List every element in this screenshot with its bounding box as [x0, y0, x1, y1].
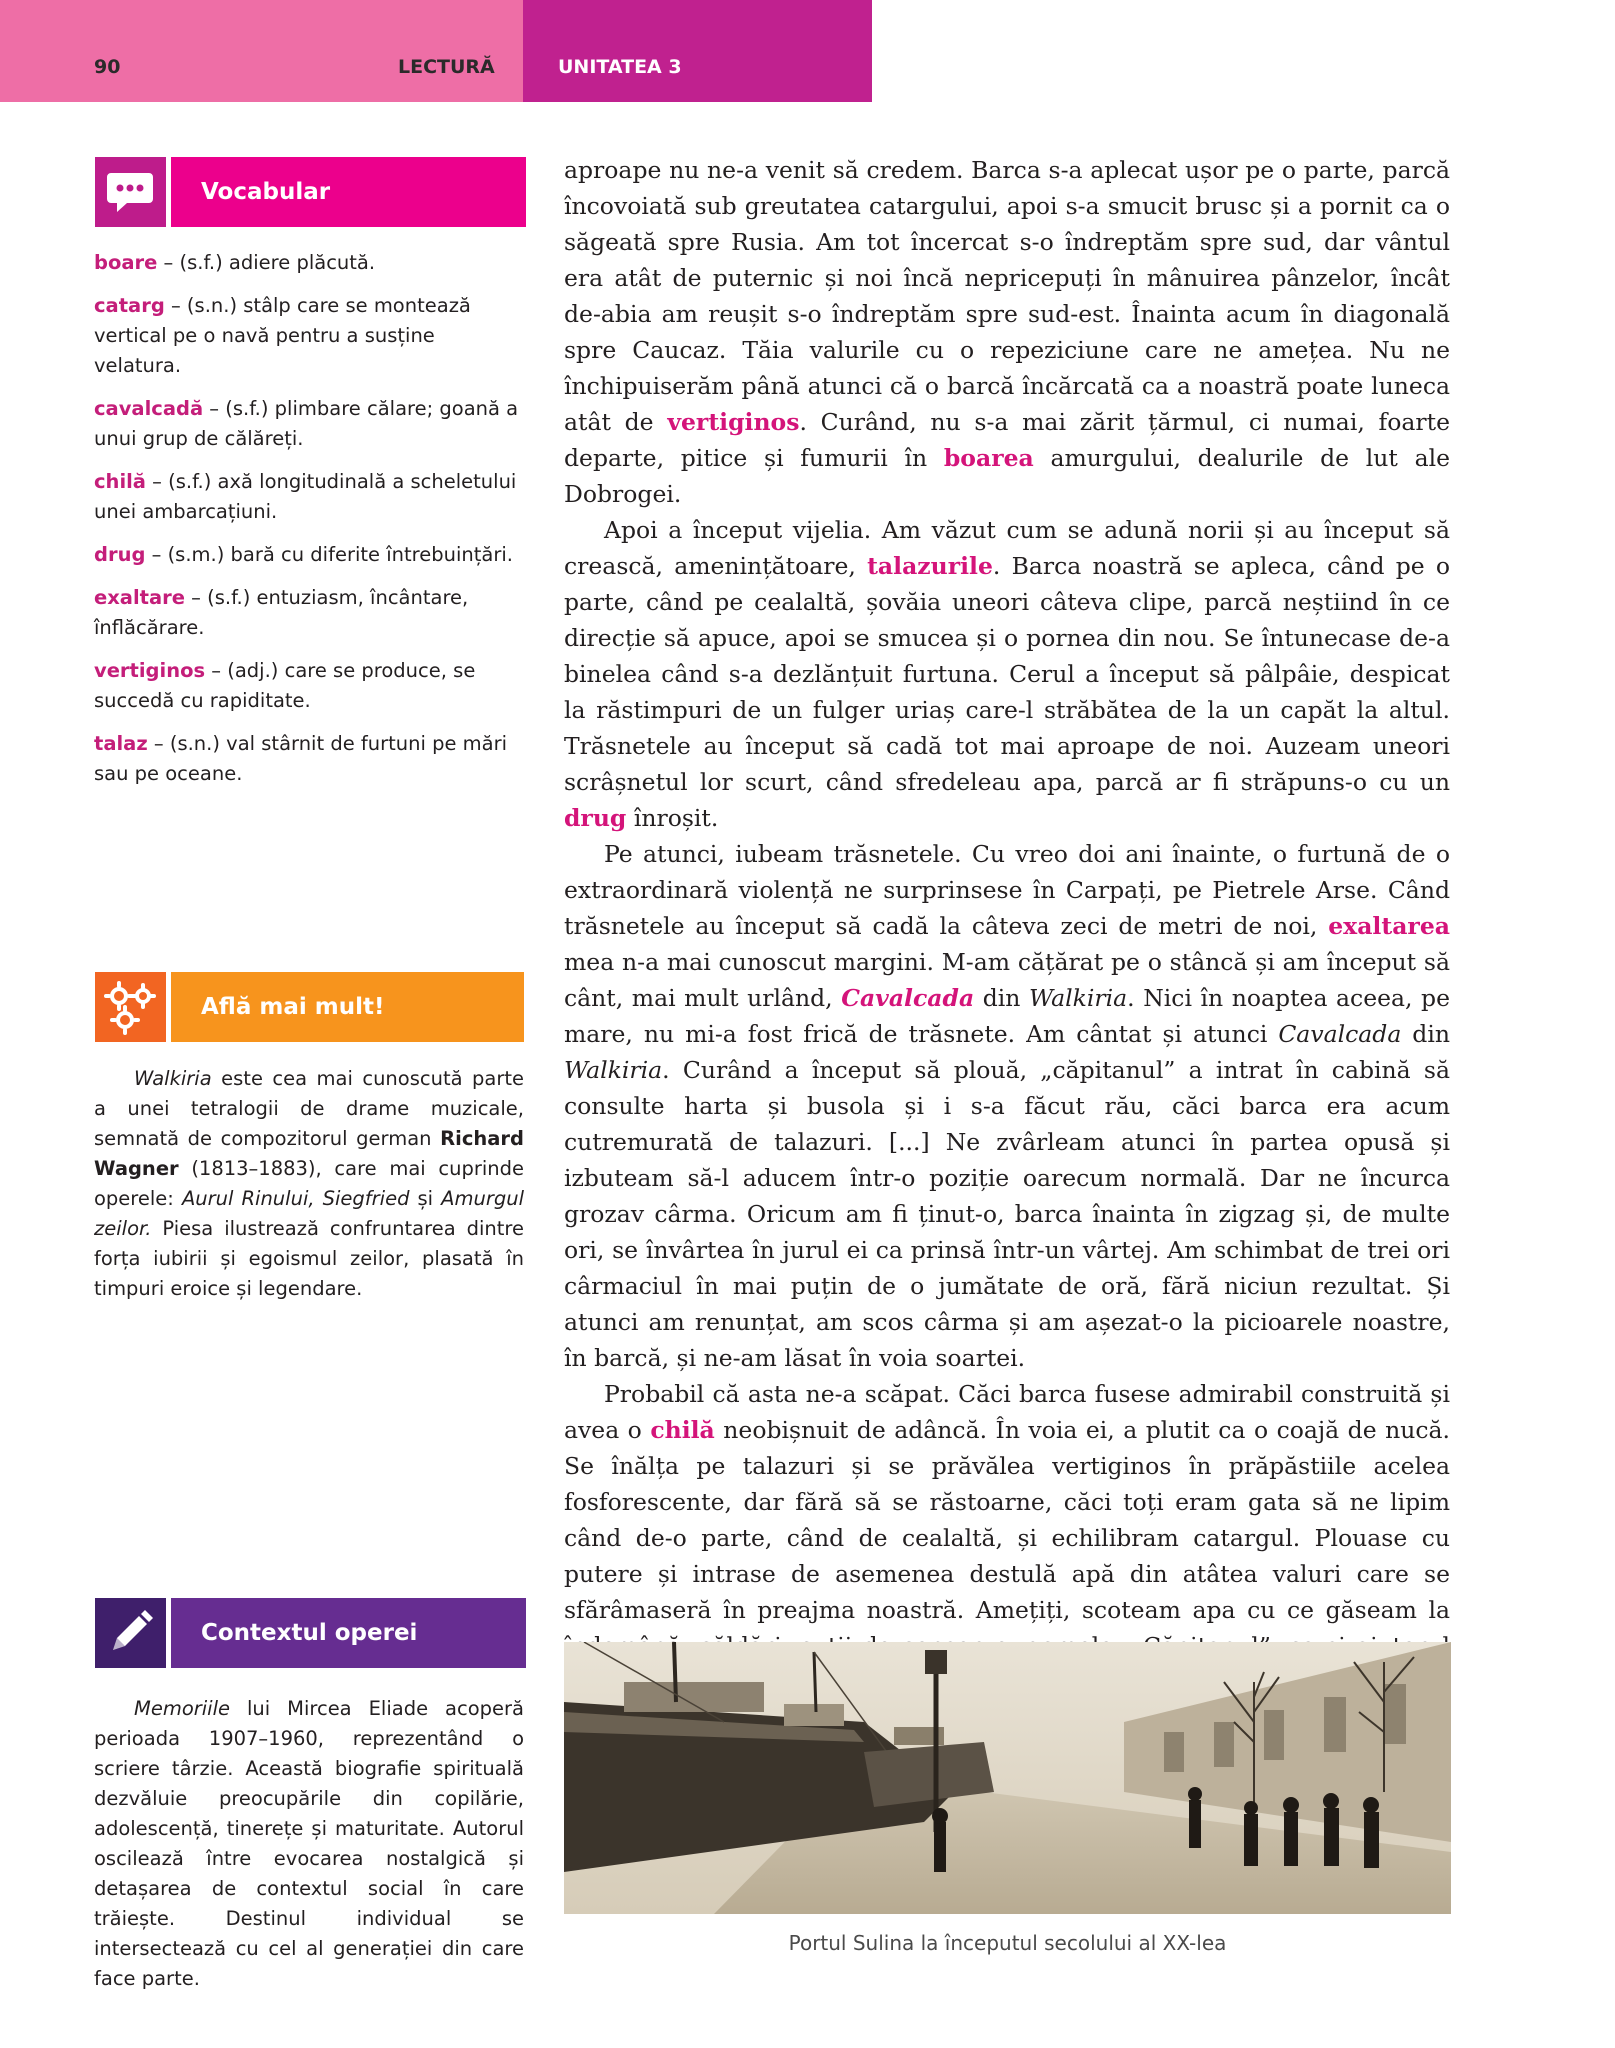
vocabulary-title: Vocabular [171, 157, 526, 227]
vocab-term: drug [94, 543, 146, 566]
text-run: aproape nu ne-a venit să credem. Barca s-a aplecat ușor pe o parte, parcă încovoiată sub greutatea catargului, apoi s-a smucit brusc și a pornit ca o săgeată spre Rusia. Am tot încercat s-o îndreptăm spre sud, dar vântul era atât de puternic și noi încă nepricepuți în mânuirea pânzelor, încât de-abia am reușit s-o îndreptăm spre sud-est. Înainta acum în diagonală spre Caucaz. Tăia valurile cu o repeziciune care ne amețea. Nu ne închipuiserăm până atunci că o barcă încărcată ca a noastră poate luneca atât de [564, 156, 1450, 436]
text-run: . Nici în noaptea aceea, pe mare, nu mi-a fost frică de trăsnete. Am cântat și atunci [564, 984, 1451, 1048]
vocab-term: catarg [94, 294, 165, 317]
vocab-entry [94, 248, 524, 278]
text-run: mea n-a mai cunoscut margini. M-am cățărat pe o stâncă și am început să cânt, mai mult urlând, [564, 948, 1450, 1012]
vocab-term: exaltare [94, 586, 185, 609]
italic-run: Cavalcada [1278, 1020, 1402, 1048]
text-run: din [974, 984, 1030, 1012]
text-run: neobișnuit de adâncă. În voia ei, a plutit ca o coajă de nucă. Se înălța pe talazuri și se prăvălea vertiginos în prăpăstiile acelea fosforescente, dar fără să se răstoarne, căci toți eram gata să ne lipim când de-o parte, când de cealaltă, și echilibram catargul. Plouase cu putere și intrase de asemenea destulă apă din atâtea valuri care se sfărâmaseră în preajma noastră. Amețiți, scoteam apa cu ce găseam la [564, 1416, 1451, 1624]
text-run: (1813–1883), care mai cuprinde operele: [94, 1157, 524, 1210]
gears-icon [95, 972, 166, 1042]
composer-name: Richard Wagner [94, 1127, 524, 1180]
vocab-entry [94, 583, 524, 643]
vocab-entry [94, 729, 524, 789]
vocab-definition: – (s.m.) bară cu diferite întrebuințări. [145, 543, 513, 566]
historic-port-photo [564, 1642, 1451, 1914]
unit-label: UNITATEA 3 [558, 56, 682, 78]
text-run: amurgului, dealurile de lut ale Dobrogei. [564, 444, 1450, 508]
context-title: Contextul operei [171, 1598, 526, 1668]
italic-run: Walkiria [564, 1056, 663, 1084]
vocab-term: vertiginos [94, 659, 206, 682]
vocab-definition: – (s.f.) plimbare călare; goană a unui grup de călăreți. [94, 397, 519, 450]
vocab-definition: – (s.n.) val stârnit de furtuni pe mări sau pe oceane. [94, 732, 508, 785]
context-text [94, 1694, 524, 1994]
vocab-entry [94, 467, 524, 527]
vocab-definition: – (s.f.) axă longitudinală a scheletului unei ambarcațiuni. [94, 470, 517, 523]
italic-run: Walkiria [1029, 984, 1128, 1012]
vocab-term: chilă [94, 470, 146, 493]
vocab-definition: – (s.n.) stâlp care se montează vertical pe o navă pentru a susține velatura. [94, 294, 471, 377]
learn-more-text [94, 1064, 524, 1304]
context-header [95, 1598, 526, 1668]
text-run: Pe atunci, iubeam trăsnetele. Cu vreo doi ani înainte, o furtună de o extraordinară violență ne surprinsese în Carpați, pe Pietrele Arse. Când trăsnetele au început să cadă la câteva zeci de metri de noi, [564, 840, 1450, 940]
photo-caption: Portul Sulina la începutul secolului al XX-lea [788, 1931, 1227, 1955]
work-title: Memoriile [134, 1697, 231, 1720]
learn-more-title: Află mai mult! [171, 972, 524, 1042]
vocab-entry [94, 656, 524, 716]
keyword: drug [564, 804, 627, 832]
vocab-entry [94, 540, 524, 570]
text-run: . Curând a început să plouă, „căpitanul” a intrat în cabină să consulte harta și busola și i s-a făcut rău, căci barca era acum cutremurată de talazuri. [...] Ne zvârleam atunci în partea opusă și izbuteam să-l aducem într-o poziție oarecum normală. Dar ne încurca grozav cârma. Oricum am fi ținut-o, barca înainta în zigzag și, de multe ori, se învârtea în jurul ei ca prinsă într-un vârtej. Am schimbat de trei ori cârmaciul în mai puțin de o jumătate de oră, fără niciun rezultat. Și atunci am renunțat, am scos cârma și am așezat-o la picioarele noastre, în barcă, și ne-am lăsat în voia soartei. [564, 1056, 1450, 1372]
keyword: vertiginos [667, 408, 800, 436]
text-run: din [1401, 1020, 1451, 1048]
vocab-definition: – (s.f.) entuziasm, încântare, înflăcărare. [94, 586, 469, 639]
text-run: și [409, 1187, 442, 1210]
paragraph [564, 836, 1450, 1376]
page-number: 90 [94, 56, 121, 78]
opera-title: Walkiria [134, 1067, 212, 1090]
vocabulary-list [94, 248, 524, 802]
text-run: lui Mircea Eliade acoperă perioada 1907–1960, reprezentând o scriere târzie. Această biografie spirituală dezvăluie preocupările din copilărie, adolescență, tinerețe și maturitate. Autorul oscilează între evocarea nostalgică și detașarea de contextul social în care trăiește. Destinul individual se intersectează cu cel al generației din care face parte. [94, 1697, 524, 1990]
keyword: chilă [650, 1416, 715, 1444]
text-run: . Barca noastră se apleca, când pe o parte, când pe cealaltă, șovăia uneori câteva clipe, parcă neștiind în ce direcție să apuce, apoi se smucea și o pornea din nou. Se întunecase de-a binelea când s-a dezlănțuit furtuna. Cerul a început să pâlpâie, despicat la răstimpuri de un fulger uriaș care-l străbătea de la un capăt la altul. Trăsnetele au început să cadă tot mai aproape de noi. Auzeam uneori scrâșnetul lor scurt, când sfredeleau apa, parcă ar fi străpuns-o cu un [564, 552, 1450, 796]
text-run: Probabil că asta ne-a scăpat. Căci barca fusese admirabil construită și avea o [564, 1380, 1450, 1444]
header-band-left [0, 0, 523, 102]
learn-more-header [95, 972, 524, 1042]
paragraph [564, 152, 1450, 512]
vocab-definition: – (adj.) care se produce, se succedă cu rapiditate. [94, 659, 476, 712]
vocab-definition: – (s.f.) adiere plăcută. [157, 251, 376, 274]
pencil-icon [95, 1598, 166, 1668]
vocab-entry [94, 394, 524, 454]
vocabulary-header [95, 157, 526, 227]
vocab-entry [94, 291, 524, 381]
opera-titles: Aurul Rinului, Siegfried [181, 1187, 410, 1210]
header-band-right [523, 0, 872, 102]
text-run: înroșit. [626, 804, 719, 832]
text-run: . Curând, nu s-a mai zărit țărmul, ci numai, foarte departe, pitice și fumurii în [564, 408, 1450, 472]
text-run: Piesa ilustrează confruntarea dintre forța iubirii și egoismul zeilor, plasată în timpuri eroice și legendare. [94, 1217, 524, 1300]
keyword: talazurile [867, 552, 993, 580]
vocab-term: talaz [94, 732, 148, 755]
text-run: este cea mai cunoscută parte a unei tetralogii de drame muzicale, semnată de compozitorul german [94, 1067, 524, 1150]
paragraph [564, 512, 1450, 836]
text-run: Apoi a început vijelia. Am văzut cum se adună norii și au început să crească, amenințătoare, [564, 516, 1450, 580]
port-illustration [564, 1642, 1451, 1914]
opera-title: Amurgul zeilor. [94, 1187, 525, 1240]
keyword: Cavalcada [841, 984, 975, 1012]
vocab-term: cavalcadă [94, 397, 204, 420]
speech-bubble-icon [95, 157, 166, 227]
vocab-term: boare [94, 251, 158, 274]
keyword: exaltarea [1328, 912, 1450, 940]
keyword: boarea [943, 444, 1034, 472]
section-label: LECTURĂ [398, 56, 495, 78]
main-reading-text [564, 152, 1450, 1736]
